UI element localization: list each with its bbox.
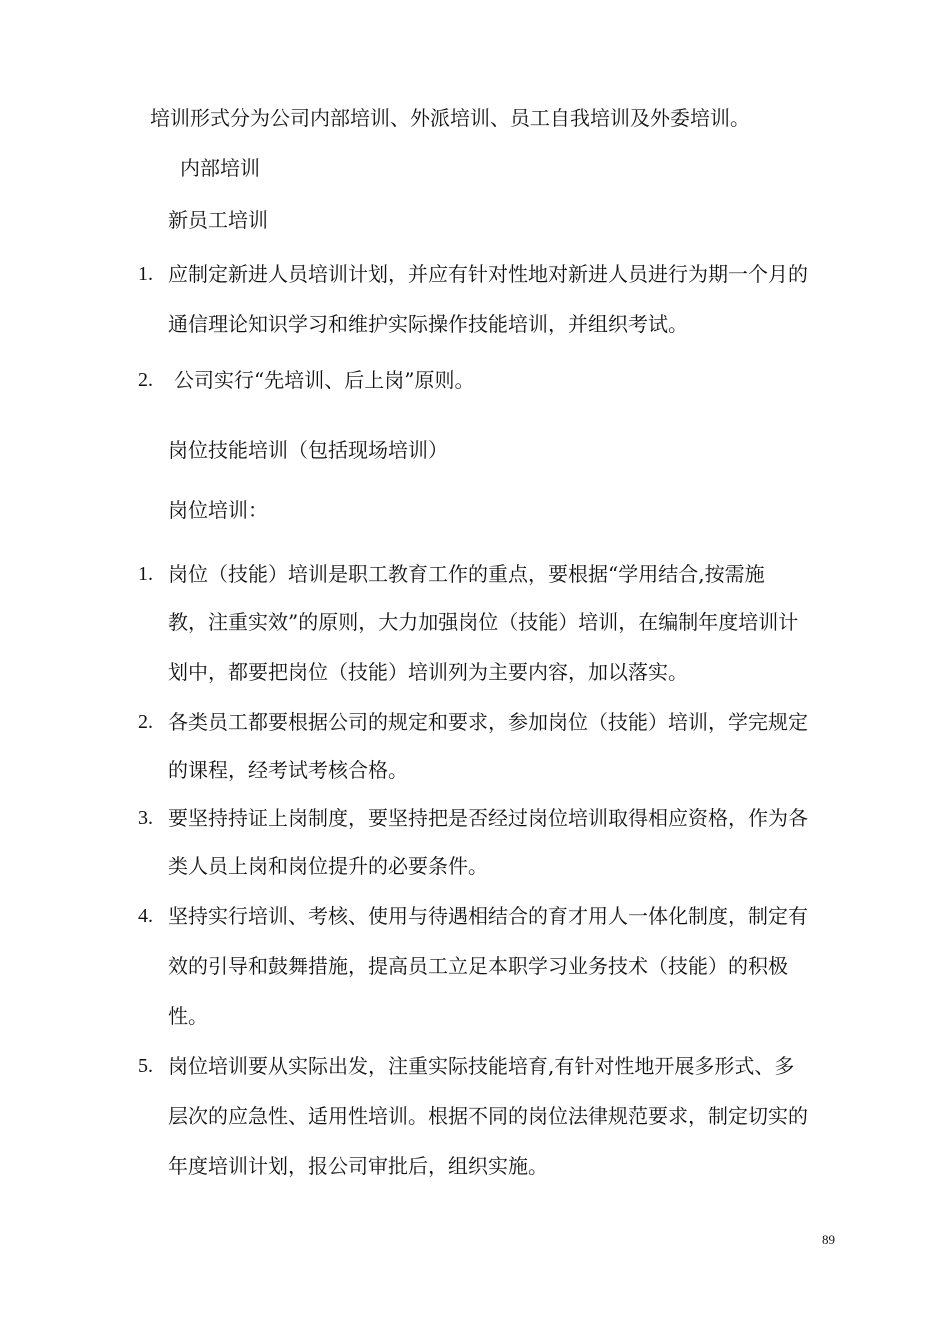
subsection-heading-new-staff-training: 新员工培训 [168,208,268,232]
list-item-number: 1. [138,263,153,285]
list-item-text: 类人员上岗和岗位提升的必要条件。 [168,854,488,878]
subsection-heading-post-training: 岗位培训： [168,498,268,522]
list-item-number: 1. [138,563,153,585]
list-item-text: 效的引导和鼓舞措施，提高员工立足本职学习业务技术（技能）的积极 [168,954,788,978]
list-item-number: 5. [138,1055,153,1077]
list-item-number: 3. [138,807,153,829]
subsection-heading-skill-training: 岗位技能培训（包括现场培训） [168,438,448,462]
list-item-number: 2. [138,369,153,391]
list-item-text: 岗位培训要从实际出发，注重实际技能培育,有针对性地开展多形式、多 [168,1054,795,1078]
list-item-text: 的课程，经考试考核合格。 [168,758,408,782]
list-item-number: 2. [138,711,153,733]
list-item-text: 划中，都要把岗位（技能）培训列为主要内容，加以落实。 [168,660,688,684]
list-item-text: 教，注重实效”的原则，大力加强岗位（技能）培训，在编制年度培训计 [168,610,799,634]
list-item-text: 通信理论知识学习和维护实际操作技能培训，并组织考试。 [168,312,688,336]
intro-paragraph: 培训形式分为公司内部培训、外派培训、员工自我培训及外委培训。 [150,106,750,130]
page-number: 89 [822,1232,835,1247]
list-item-text: 公司实行“先培训、后上岗”原则。 [174,368,475,392]
list-item-number: 4. [138,905,153,927]
list-item-text: 各类员工都要根据公司的规定和要求，参加岗位（技能）培训，学完规定 [168,710,808,734]
list-item-text: 层次的应急性、适用性培训。根据不同的岗位法律规范要求，制定切实的 [168,1104,808,1128]
list-item-text: 年度培训计划，报公司审批后，组织实施。 [168,1154,548,1178]
list-item-text: 要坚持持证上岗制度，要坚持把是否经过岗位培训取得相应资格，作为各 [168,806,808,830]
list-item-text: 性。 [168,1004,208,1028]
section-heading-internal-training: 内部培训 [180,156,260,180]
list-item-text: 应制定新进人员培训计划，并应有针对性地对新进人员进行为期一个月的 [168,262,808,286]
list-item-text: 岗位（技能）培训是职工教育工作的重点，要根据“学用结合,按需施 [168,562,765,586]
list-item-text: 坚持实行培训、考核、使用与待遇相结合的育才用人一体化制度，制定有 [168,904,808,928]
